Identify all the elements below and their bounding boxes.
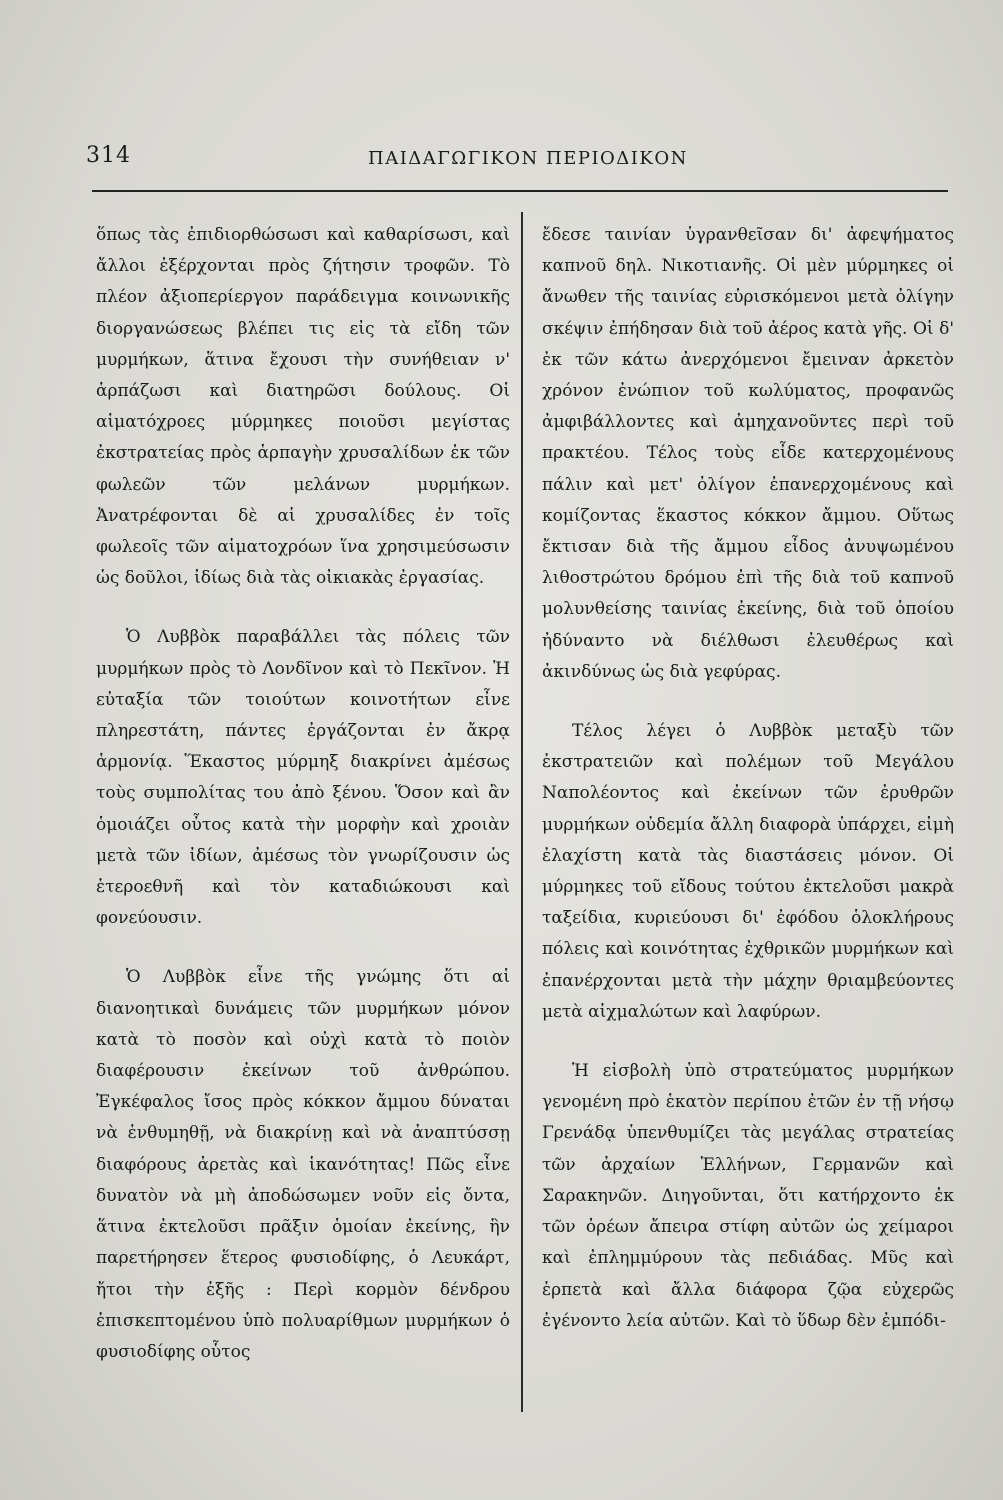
header-rule: [92, 190, 948, 192]
right-paragraph-3: Ἡ εἰσβολὴ ὑπὸ στρατεύματος μυρμήκων γενομένη πρὸ ἑκατὸν περίπου ἐτῶν ἐν τῇ νήσῳ Γρενάδᾳ ὑπενθυμίζει τὰς μεγάλας στρατείας τῶν ἀρχαίων Ἑλλήνων, Γερμανῶν καὶ Σαρακηνῶν. Διηγοῦνται, ὅτι κατήρχοντο ἐκ τῶν ὀρέων ἄπειρα στίφη αὐτῶν ὡς χείμαροι καὶ ἐπλημμύρουν τὰς πεδιάδας. Μῦς καὶ ἑρπετὰ καὶ ἄλλα διάφορα ζῷα εὐχερῶς ἐγένοντο λεία αὐτῶν. Καὶ τὸ ὕδωρ δὲν ἐμπόδι-: [542, 1061, 954, 1331]
left-paragraph-1: ὅπως τὰς ἐπιδιορθώσωσι καὶ καθαρίσωσι, καὶ ἄλλοι ἐξέρχονται πρὸς ζήτησιν τροφῶν. Τὸ πλέον ἀξιοπερίεργον παράδειγμα κοινωνικῆς διοργανώσεως βλέπει τις εἰς τὰ εἴδη τῶν μυρμήκων, ἅτινα ἔχουσι τὴν συνήθειαν ν' ἁρπάζωσι καὶ διατηρῶσι δούλους. Οἱ αἱματόχροες μύρμηκες ποιοῦσι μεγίστας ἐκστρατείας πρὸς ἁρπαγὴν χρυσαλίδων ἐκ τῶν φωλεῶν τῶν μελάνων μυρμήκων. Ἀνατρέφονται δὲ αἱ χρυσαλίδες ἐν τοῖς φωλεοῖς τῶν αἱματοχρόων ἵνα χρησιμεύσωσιν ὡς δοῦλοι, ἰδίως διὰ τὰς οἰκιακὰς ἐργασίας.: [96, 225, 510, 589]
right-paragraph-2: Τέλος λέγει ὁ Λυββὸκ μεταξὺ τῶν ἐκστρατειῶν καὶ πολέμων τοῦ Μεγάλου Ναπολέοντος καὶ ἐκείνων τῶν ἐρυθρῶν μυρμήκων οὐδεμία ἄλλη διαφορὰ ὑπάρχει, εἰμὴ ἐλαχίστη κατὰ τὰς διαστάσεις μόνον. Οἱ μύρμηκες τοῦ εἴδους τούτου ἐκτελοῦσι μακρὰ ταξείδια, κυριεύουσι δι' ἐφόδου ὁλοκλήρους πόλεις καὶ κοινότητας ἐχθρικῶν μυρμήκων καὶ ἐπανέρχονται μετὰ τὴν μάχην θριαμβεύοντες μετὰ αἰχμαλώτων καὶ λαφύρων.: [542, 721, 954, 1022]
column-rule: [521, 212, 523, 1412]
right-paragraph-1: ἔδεσε ταινίαν ὑγρανθεῖσαν δι' ἀφεψήματος καπνοῦ δηλ. Νικοτιανῆς. Οἱ μὲν μύρμηκες οἱ ἄνωθεν τῆς ταινίας εὑρισκόμενοι μετὰ ὀλίγην σκέψιν ἐπήδησαν διὰ τοῦ ἀέρος κατὰ γῆς. Οἱ δ' ἐκ τῶν κάτω ἀνερχόμενοι ἔμειναν ἀρκετὸν χρόνον ἐνώπιον τοῦ κωλύματος, προφανῶς ἀμφιβάλλοντες καὶ ἀμηχανοῦντες περὶ τοῦ πρακτέου. Τέλος τοὺς εἶδε κατερχομένους πάλιν καὶ μετ' ὀλίγον ἐπανερχομένους καὶ κομίζοντας ἕκαστος κόκκον ἄμμου. Οὕτως ἔκτισαν διὰ τῆς ἄμμου εἶδος ἀνυψωμένου λιθοστρώτου δρόμου ἐπὶ τῆς διὰ τοῦ καπνοῦ μολυνθείσης ταινίας ἐκείνης, διὰ τοῦ ὁποίου ἠδύναντο νὰ διέλθωσι ἐλευθέρως καὶ ἀκινδύνως ὡς διὰ γεφύρας.: [542, 225, 954, 682]
paragraph-gap: [96, 934, 510, 962]
paragraph-gap: [542, 688, 954, 716]
paragraph-gap: [96, 594, 510, 622]
left-paragraph-3: Ὁ Λυββὸκ εἶνε τῆς γνώμης ὅτι αἱ διανοητικαὶ δυνάμεις τῶν μυρμήκων μόνον κατὰ τὸ ποσὸν καὶ οὐχὶ κατὰ τὸ ποιὸν διαφέρουσιν ἐκείνων τοῦ ἀνθρώπου. Ἐγκέφαλος ἴσος πρὸς κόκκον ἄμμου δύναται νὰ ἐνθυμηθῇ, νὰ διακρίνῃ καὶ νὰ ἀναπτύσσῃ διαφόρους ἀρετὰς καὶ ἱκανότητας! Πῶς εἶνε δυνατὸν νὰ μὴ ἀποδώσωμεν νοῦν εἰς ὄντα, ἅτινα ἐκτελοῦσι πρᾶξιν ὁμοίαν ἐκείνης, ἣν παρετήρησεν ἕτερος φυσιοδίφης, ὁ Λευκάρτ, ἤτοι τὴν ἑξῆς : Περὶ κορμὸν δένδρου ἐπισκεπτομένου ὑπὸ πολυαρίθμων μυρμήκων ὁ φυσιοδίφης οὗτος: [96, 967, 510, 1362]
paragraph-gap: [542, 1028, 954, 1056]
right-column: [542, 220, 954, 1337]
left-column: [96, 220, 510, 1368]
running-title: ΠΑΙΔΑΓΩΓΙΚΟΝ ΠΕΡΙΟΔΙΚΟΝ: [368, 148, 688, 169]
left-paragraph-2: Ὁ Λυββὸκ παραβάλλει τὰς πόλεις τῶν μυρμήκων πρὸς τὸ Λονδῖνον καὶ τὸ Πεκῖνον. Ἡ εὐταξία τῶν τοιούτων κοινοτήτων εἶνε πληρεστάτη, πάντες ἐργάζονται ἐν ἄκρᾳ ἁρμονίᾳ. Ἕκαστος μύρμηξ διακρίνει ἀμέσως τοὺς συμπολίτας του ἀπὸ ξένου. Ὅσον καὶ ἂν ὁμοιάζει οὗτος κατὰ τὴν μορφὴν καὶ χροιὰν μετὰ τῶν ἰδίων, ἀμέσως τὸν γνωρίζουσιν ὡς ἑτεροεθνῆ καὶ τὸν καταδιώκουσι καὶ φονεύουσιν.: [96, 627, 510, 929]
page-number: 314: [86, 143, 131, 168]
